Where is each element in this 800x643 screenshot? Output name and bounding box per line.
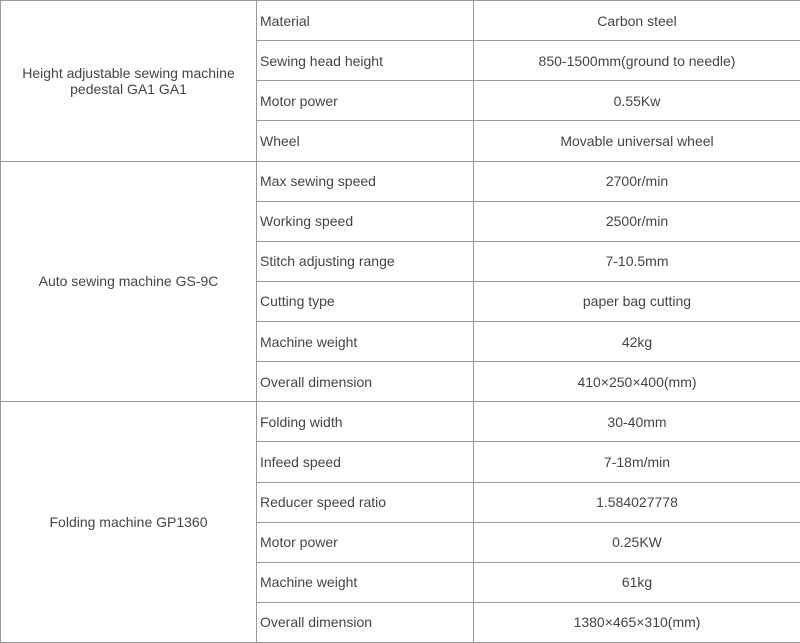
spec-label: Infeed speed [257,442,474,482]
spec-value: paper bag cutting [474,281,800,321]
spec-value: 2700r/min [474,161,800,201]
spec-label: Machine weight [257,562,474,602]
spec-label: Overall dimension [257,602,474,642]
spec-value: 1.584027778 [474,482,800,522]
spec-label: Stitch adjusting range [257,241,474,281]
spec-value: 42kg [474,322,800,362]
table-row [1,161,800,201]
spec-value: 61kg [474,562,800,602]
group-name-folding: Folding machine GP1360 [1,402,257,643]
spec-label: Motor power [257,81,474,121]
spec-label: Sewing head height [257,41,474,81]
spec-value: 2500r/min [474,201,800,241]
spec-label: Material [257,1,474,41]
spec-label: Max sewing speed [257,161,474,201]
spec-label: Folding width [257,402,474,442]
table-row [1,402,800,442]
group-name-auto-sewing: Auto sewing machine GS-9C [1,161,257,402]
spec-value: 1380×465×310(mm) [474,602,800,642]
spec-value: Carbon steel [474,1,800,41]
spec-value: 0.25KW [474,522,800,562]
group-name-pedestal: Height adjustable sewing machine pedestal GA1 GA1 [1,1,257,162]
spec-value: Movable universal wheel [474,121,800,161]
spec-label: Cutting type [257,281,474,321]
spec-label: Motor power [257,522,474,562]
spec-value: 0.55Kw [474,81,800,121]
spec-value: 7-10.5mm [474,241,800,281]
spec-label: Overall dimension [257,362,474,402]
spec-value: 410×250×400(mm) [474,362,800,402]
spec-label: Working speed [257,201,474,241]
spec-label: Machine weight [257,322,474,362]
spec-label: Wheel [257,121,474,161]
spec-label: Reducer speed ratio [257,482,474,522]
spec-value: 7-18m/min [474,442,800,482]
table-row [1,1,800,41]
spec-value: 850-1500mm(ground to needle) [474,41,800,81]
spec-value: 30-40mm [474,402,800,442]
